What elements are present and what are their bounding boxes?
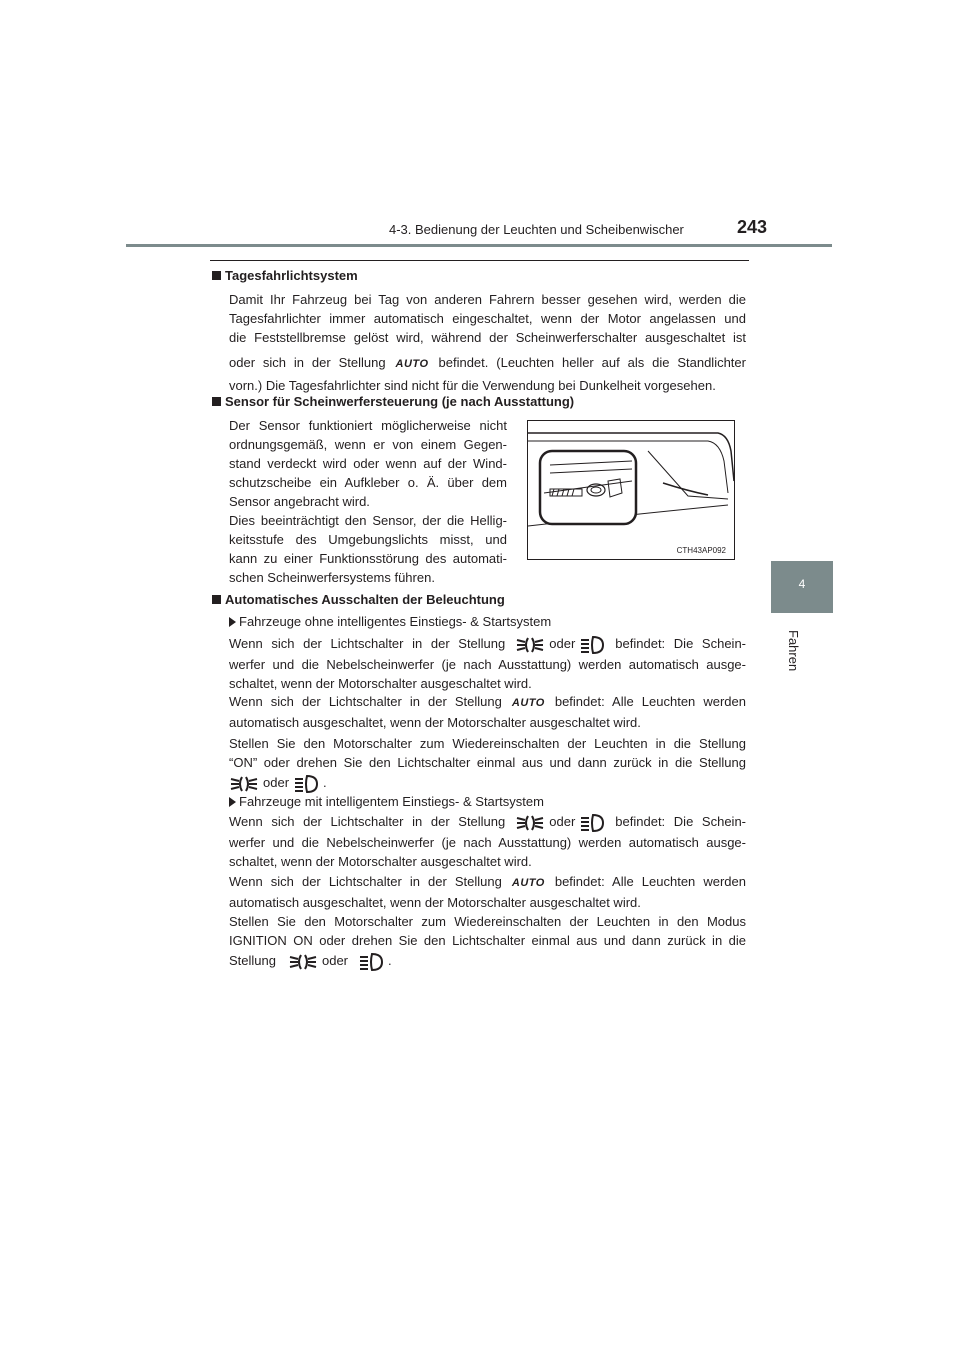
text-line: oder . — [229, 773, 746, 794]
section-rule — [210, 260, 749, 261]
text-line: Wenn sich der Lichtschalter in der Stellung AUTO befindet: Alle Leuchten werden — [229, 694, 746, 709]
text-line: die Feststellbremse gelöst wird, während der Scheinwerferschalter ausgeschaltet ist — [229, 330, 746, 345]
paragraph-a-no-smart — [229, 634, 746, 693]
headlight-icon — [293, 774, 319, 794]
text-line: vorn.) Die Tagesfahrlichter sind nicht für die Verwendung bei Dunkelheit vorgesehen. — [229, 378, 716, 393]
text-line: keitsstufe des Umgebungslichts misst, und — [229, 532, 507, 547]
text-line: werfer und die Nebelscheinwerfer (je nach Ausstattung) werden automatisch ausge- — [229, 834, 746, 850]
paragraph-b-no-smart — [229, 692, 746, 732]
text-line: oder sich in der Stellung AUTO befindet. (Leuchten heller auf als die Standlichter — [229, 355, 746, 370]
paragraph-b-smart — [229, 872, 746, 912]
tail-light-icon — [515, 635, 545, 655]
text-line: Der Sensor funktioniert möglicherweise nicht — [229, 418, 507, 433]
heading-drl-text: Tagesfahrlichtsystem — [225, 268, 358, 283]
headlight-icon — [358, 952, 384, 972]
text-line: Stellen Sie den Motorschalter zum Wiedereinschalten der Leuchten in den Modus — [229, 914, 746, 929]
text-line: “ON” oder drehen Sie den Lichtschalter einmal aus und dann zurück in die Stellung — [229, 755, 746, 770]
bullet-with-smart-key: Fahrzeuge mit intelligentem Einstiegs- & Startsystem — [229, 792, 544, 811]
auto-icon: AUTO — [395, 358, 429, 370]
auto-icon: AUTO — [511, 697, 545, 709]
bullet-triangle-icon — [229, 617, 236, 627]
text-line: schaltet, wenn der Motorschalter ausgeschaltet wird. — [229, 853, 532, 869]
chapter-tab[interactable] — [771, 561, 833, 613]
sensor-illustration — [527, 420, 735, 560]
tail-light-icon — [288, 952, 318, 972]
tail-light-icon — [515, 813, 545, 833]
text-line: Stellen Sie den Motorschalter zum Wiedereinschalten der Leuchten in die Stellung — [229, 736, 746, 751]
text-line: schaltet, wenn der Motorschalter ausgeschaltet wird. — [229, 675, 532, 691]
bullet-without-smart-key: Fahrzeuge ohne intelligentes Einstiegs- & Startsystem — [229, 612, 551, 631]
heading-square-icon — [212, 397, 221, 406]
paragraph-a-smart — [229, 812, 746, 871]
text-line: schen Scheinwerfersystems führen. — [229, 570, 435, 585]
text-line: Wenn sich der Lichtschalter in der Stellung oder befindet: Die Schein- — [229, 634, 746, 655]
heading-drl — [212, 268, 358, 283]
header-section-title: 4-3. Bedienung der Leuchten und Scheibenwischer — [389, 222, 684, 237]
heading-auto-off — [212, 592, 505, 607]
chapter-tab-label: Fahren — [786, 630, 801, 672]
text-line: automatisch ausgeschaltet, wenn der Motorschalter ausgeschaltet wird. — [229, 715, 641, 730]
text-line: ordnungsgemäß, wenn er von einem Gegen- — [229, 437, 507, 452]
headlight-icon — [579, 635, 605, 655]
text-line: automatisch ausgeschaltet, wenn der Motorschalter ausgeschaltet wird. — [229, 895, 641, 910]
auto-icon: AUTO — [511, 877, 545, 889]
bullet-triangle-icon — [229, 797, 236, 807]
page-number: 243 — [737, 217, 768, 237]
heading-square-icon — [212, 271, 221, 280]
text-line: Stellung oder . — [229, 951, 746, 972]
heading-sensor — [212, 394, 574, 409]
text-line: IGNITION ON oder drehen Sie den Lichtschalter einmal aus und dann zurück in die — [229, 933, 746, 948]
text-line: Damit Ihr Fahrzeug bei Tag von anderen Fahrern besser gesehen wird, werden die — [229, 292, 746, 307]
paragraph-c-smart — [229, 912, 746, 972]
text-line: stand verdeckt wird oder wenn auf der Wind- — [229, 456, 507, 471]
text-line: werfer und die Nebelscheinwerfer (je nach Ausstattung) werden automatisch ausge- — [229, 656, 746, 672]
tail-light-icon — [229, 774, 259, 794]
header-rule — [126, 244, 832, 247]
text-line: Sensor angebracht wird. — [229, 494, 370, 509]
paragraph-sensor — [229, 416, 507, 587]
figure-label: CTH43AP092 — [676, 546, 726, 555]
text-line: schutzscheibe ein Aufkleber o. Ä. über dem — [229, 475, 507, 490]
paragraph-c-no-smart — [229, 734, 746, 794]
text-line: Wenn sich der Lichtschalter in der Stellung AUTO befindet: Alle Leuchten werden — [229, 874, 746, 889]
text-line: Tagesfahrlichter immer automatisch eingeschaltet, wenn der Motor angelassen und — [229, 311, 746, 326]
text-line: kann zu einer Funktionsstörung des automati- — [229, 551, 507, 566]
heading-sensor-text: Sensor für Scheinwerfersteuerung (je nach Ausstattung) — [225, 394, 575, 409]
headlight-icon — [579, 813, 605, 833]
windshield-sensor-drawing — [528, 421, 734, 559]
chapter-tab-number: 4 — [798, 577, 806, 591]
text-line: Dies beeinträchtigt den Sensor, der die Hellig- — [229, 513, 507, 528]
heading-auto-off-text: Automatisches Ausschalten der Beleuchtung — [225, 592, 505, 607]
paragraph-drl — [229, 290, 746, 395]
text-line: Wenn sich der Lichtschalter in der Stellung oder befindet: Die Schein- — [229, 812, 746, 833]
heading-square-icon — [212, 595, 221, 604]
